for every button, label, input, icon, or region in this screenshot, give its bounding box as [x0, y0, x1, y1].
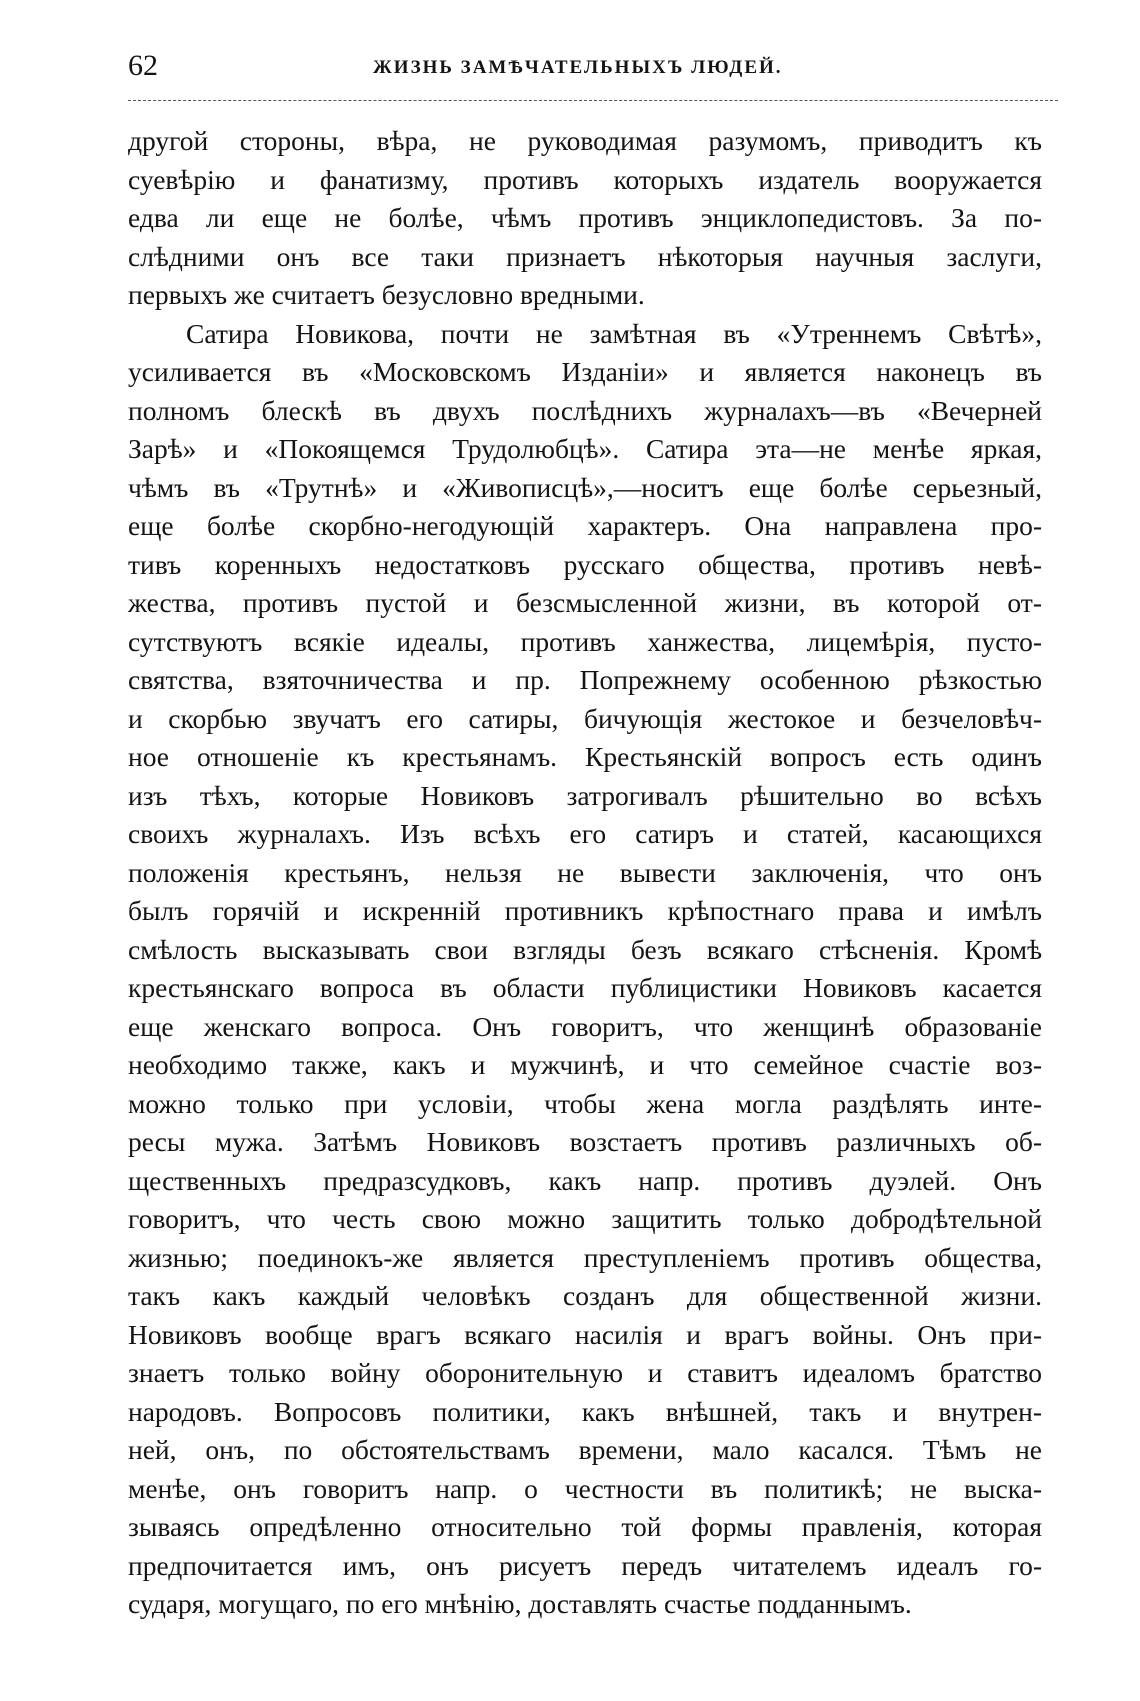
text-line: своихъ журналахъ. Изъ всѣхъ его сатиръ и статей, касающихся	[128, 818, 1042, 849]
text-line: святства, взяточничества и пр. Попрежнему особенною рѣзкостью	[128, 664, 1042, 695]
text-line: знаетъ только войну оборонительную и ставитъ идеаломъ братство	[128, 1357, 1042, 1388]
text-line: жизнью; поединокъ-же является преступленіемъ противъ общества,	[128, 1241, 1042, 1273]
text-line: необходимо также, какъ и мужчинѣ, и что семейное счастіе воз-	[128, 1049, 1042, 1080]
text-line: Новиковъ вообще врагъ всякаго насилія и врагъ войны. Онъ при-	[128, 1318, 1042, 1350]
text-line: былъ горячій и искренній противникъ крѣпостнаго права и имѣлъ	[128, 895, 1042, 926]
text-line: едва ли еще не болѣе, чѣмъ противъ энциклопедистовъ. За по-	[128, 202, 1042, 233]
text-line: можно только при условіи, чтобы жена могла раздѣлять инте-	[128, 1087, 1042, 1119]
text-line: и скорбью звучатъ его сатиры, бичующія жестокое и безчеловѣч-	[128, 702, 1042, 734]
text-line: щественныхъ предразсудковъ, какъ напр. противъ дуэлей. Онъ	[128, 1164, 1042, 1196]
text-line: другой стороны, вѣра, не руководимая разумомъ, приводитъ къ	[128, 125, 1042, 156]
text-line: сутствуютъ всякіе идеалы, противъ ханжества, лицемѣрія, пусто-	[128, 625, 1042, 657]
text-line: Зарѣ» и «Покоящемся Трудолюбцѣ». Сатира эта—не менѣе яркая,	[128, 433, 1042, 464]
text-line: сударя, могущаго, по его мнѣнію, доставлять счастье подданнымъ.	[128, 1588, 912, 1619]
text-line: тивъ коренныхъ недостатковъ русскаго общества, противъ невѣ-	[128, 548, 1042, 580]
text-line: первыхъ же считаетъ безусловно вредными.	[128, 279, 645, 310]
text-line: говоритъ, что честь свою можно защитить только добродѣтельной	[128, 1203, 1042, 1234]
page-header	[128, 48, 1058, 88]
text-line: еще болѣе скорбно-негодующій характеръ. Она направлена про-	[128, 510, 1042, 541]
text-line: зываясь опредѣленно относительно той формы правленія, которая	[128, 1511, 1042, 1542]
header-divider	[128, 100, 1058, 101]
text-line: смѣлость высказывать свои взгляды безъ всякаго стѣсненія. Кромѣ	[128, 933, 1042, 965]
text-line: положенія крестьянъ, нельзя не вывести заключенія, что онъ	[128, 856, 1042, 888]
text-line: ней, онъ, по обстоятельствамъ времени, мало касался. Тѣмъ не	[128, 1434, 1042, 1465]
paragraph-list	[128, 122, 1042, 1624]
text-line: усиливается въ «Московскомъ Изданіи» и является наконецъ въ	[128, 356, 1042, 387]
text-line: полномъ блескѣ въ двухъ послѣднихъ журналахъ—въ «Вечерней	[128, 394, 1042, 426]
paragraph	[128, 122, 1042, 315]
text-line: чѣмъ въ «Трутнѣ» и «Живописцѣ»,—носитъ еще болѣе серьезный,	[128, 471, 1042, 503]
text-line: Сатира Новикова, почти не замѣтная въ «Утреннемъ Свѣтѣ»,	[186, 317, 1042, 349]
paragraph	[128, 315, 1042, 1624]
text-line: слѣдними онъ все таки признаетъ нѣкоторыя научныя заслуги,	[128, 240, 1042, 272]
text-line: народовъ. Вопросовъ политики, какъ внѣшней, такъ и внутрен-	[128, 1395, 1042, 1427]
text-line: предпочитается имъ, онъ рисуетъ передъ читателемъ идеалъ го-	[128, 1549, 1042, 1581]
text-line: такъ какъ каждый человѣкъ созданъ для общественной жизни.	[128, 1280, 1042, 1311]
page-number: 62	[128, 49, 158, 82]
text-line: изъ тѣхъ, которые Новиковъ затрогивалъ рѣшительно во всѣхъ	[128, 779, 1042, 811]
text-line: менѣе, онъ говоритъ напр. о честности въ политикѣ; не выска-	[128, 1472, 1042, 1504]
text-line: крестьянскаго вопроса въ области публицистики Новиковъ касается	[128, 972, 1042, 1003]
body-text	[128, 122, 1042, 1624]
text-line: еще женскаго вопроса. Онъ говоритъ, что женщинѣ образованіе	[128, 1010, 1042, 1042]
running-title: ЖИЗНЬ ЗАМѢЧАТЕЛЬНЫХЪ ЛЮДЕЙ.	[373, 57, 783, 78]
text-line: суевѣрію и фанатизму, противъ которыхъ издатель вооружается	[128, 163, 1042, 195]
text-line: ресы мужа. Затѣмъ Новиковъ возстаетъ противъ различныхъ об-	[128, 1126, 1042, 1157]
text-line: жества, противъ пустой и безсмысленной жизни, въ которой от-	[128, 587, 1042, 618]
text-line: ное отношеніе къ крестьянамъ. Крестьянскій вопросъ есть одинъ	[128, 741, 1042, 772]
